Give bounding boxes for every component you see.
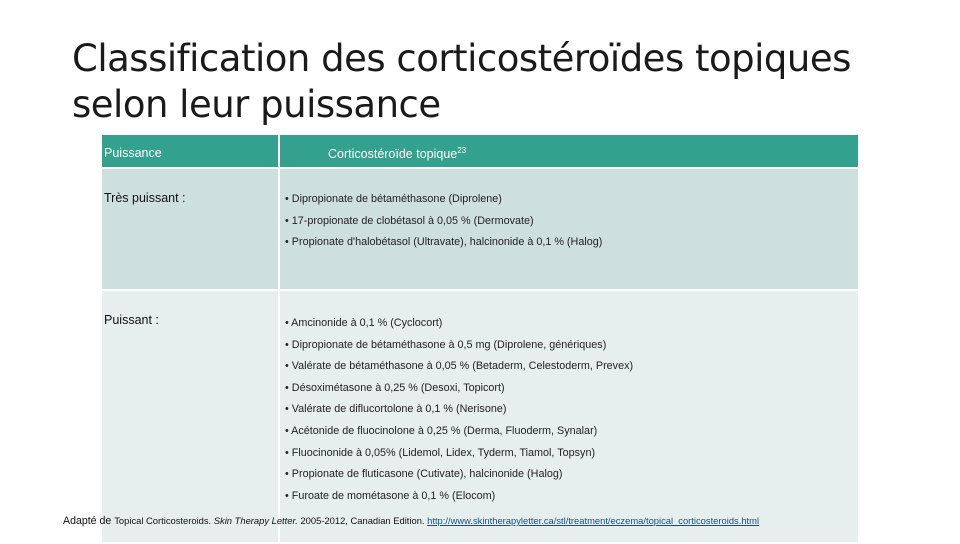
category-cell: Très puissant :: [102, 169, 278, 289]
table-header-row: [102, 135, 858, 167]
items-cell: [280, 169, 858, 289]
list-item: • Propionate de fluticasone (Cutivate), halcinonide (Halog): [285, 468, 563, 481]
header-puissance: Puissance: [102, 135, 278, 167]
list-item: • Fluocinonide à 0,05% (Lidemol, Lidex, Tyderm, Tiamol, Topsyn): [285, 446, 596, 459]
slide-title-line-2: selon leur puissance: [72, 83, 441, 126]
list-item: • Furoate de mométasone à 0,1 % (Elocom): [285, 489, 496, 502]
source-citation: [63, 515, 759, 527]
list-item: • Propionate d'halobétasol (Ultravate), halcinonide à 0,1 % (Halog): [285, 236, 603, 249]
header-corticosteroide-label: Corticostéroïde topique: [328, 147, 458, 161]
table-row-tres-puissant: [102, 169, 858, 289]
list-item: • Dipropionate de bétaméthasone (Diprolene): [285, 193, 502, 205]
list-item: • Dipropionate de bétaméthasone à 0,5 mg (Diprolene, génériques): [285, 338, 607, 351]
citation-source: Topical Corticosteroids.: [114, 515, 214, 526]
citation-journal: Skin Therapy Letter.: [213, 515, 298, 526]
citation-edition: 2005-2012, Canadian Edition.: [297, 515, 428, 526]
table-row-puissant: [102, 291, 858, 542]
slide-title: [72, 36, 932, 128]
list-item: • Désoximétasone à 0,25 % (Desoxi, Topicort): [285, 381, 505, 394]
list-item: • Valérate de bétaméthasone à 0,05 % (Betaderm, Celestoderm, Prevex): [285, 360, 634, 373]
category-cell: Puissant :: [102, 291, 278, 542]
header-corticosteroide: [280, 135, 858, 167]
citation-link[interactable]: http://www.skintherapyletter.ca/stl/treatment/eczema/topical_corticosteroids.html: [427, 515, 760, 526]
citation-prefix: Adapté de: [63, 515, 115, 527]
list-item: • 17-propionate de clobétasol à 0,05 % (Dermovate): [285, 214, 534, 227]
list-item: • Valérate de diflucortolone à 0,1 % (Nerisone): [285, 403, 507, 416]
header-reference-sup: 23: [457, 146, 467, 155]
slide-title-line-1: Classification des corticostéroïdes topiques: [72, 37, 851, 80]
potency-table: [100, 133, 860, 544]
items-cell: [280, 291, 858, 542]
list-item: • Amcinonide à 0,1 % (Cyclocort): [285, 317, 443, 329]
list-item: • Acétonide de fluocinolone à 0,25 % (Derma, Fluoderm, Synalar): [285, 424, 598, 437]
